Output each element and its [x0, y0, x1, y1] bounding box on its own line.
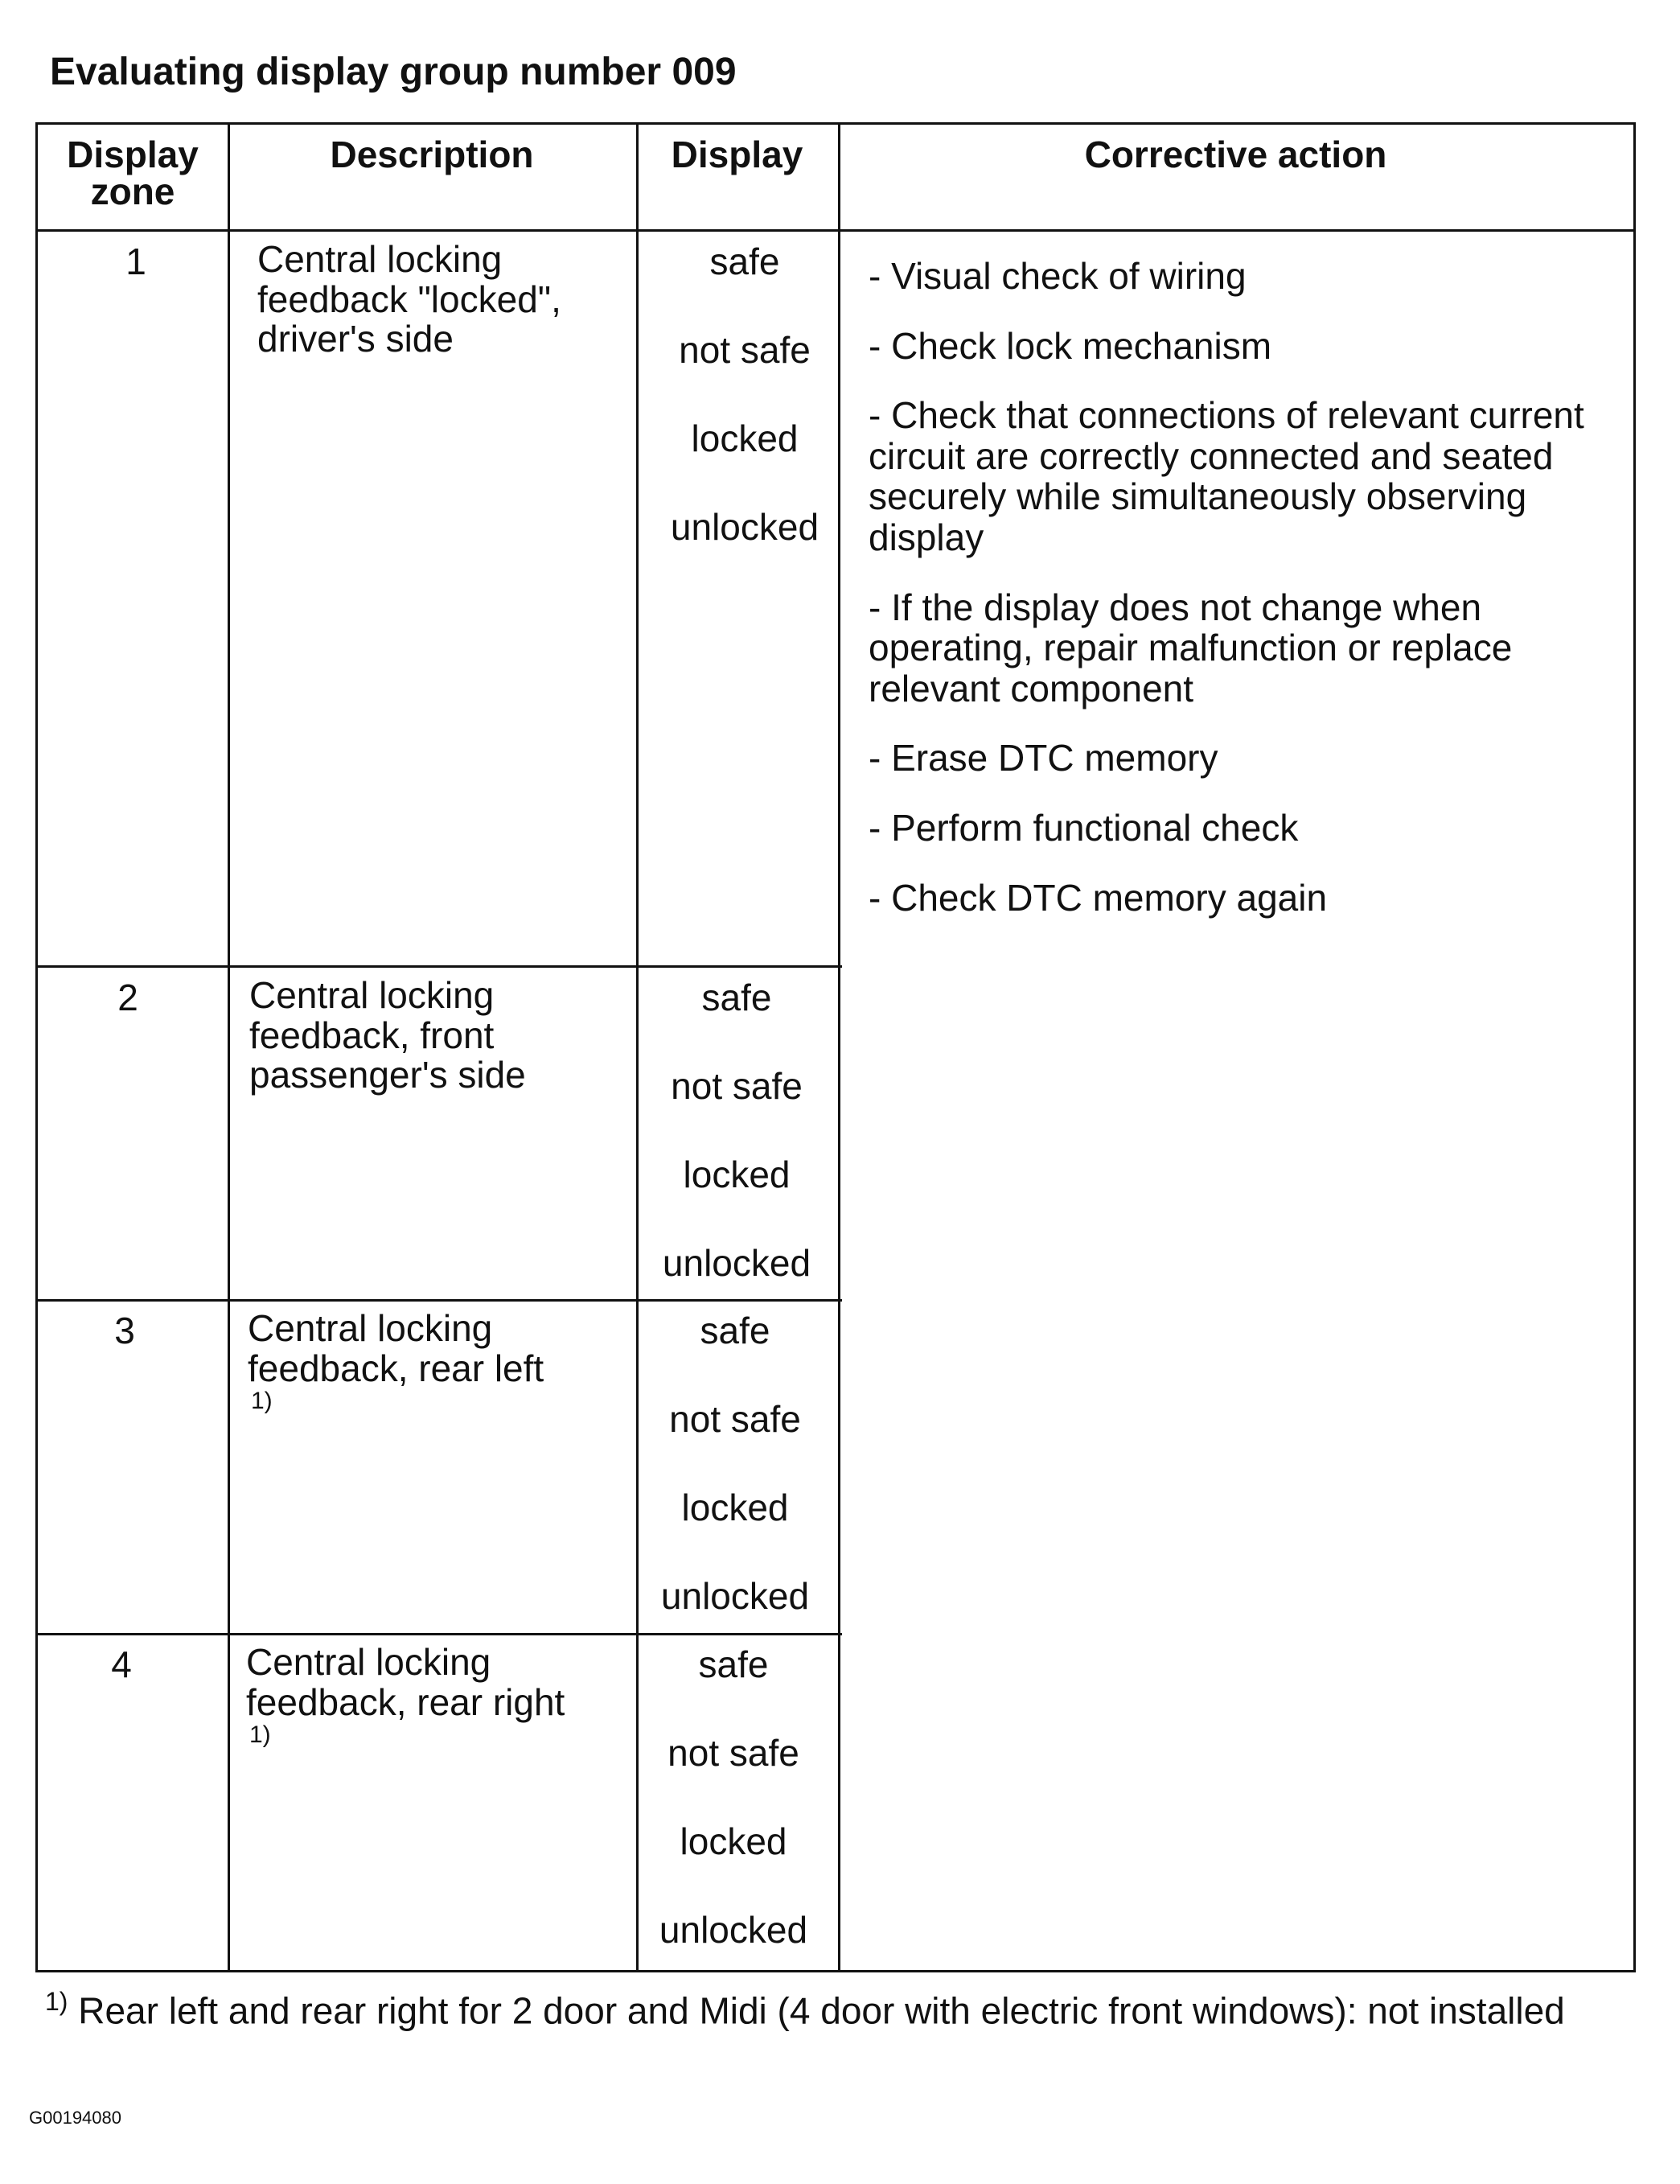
display-values — [637, 1643, 830, 1997]
row-divider-1 — [38, 965, 842, 968]
display-value: not safe — [669, 1398, 801, 1440]
footnote-marker: 1) — [249, 1721, 271, 1749]
display-value: unlocked — [662, 1242, 811, 1284]
header-zone-line2: zone — [90, 171, 175, 212]
corrective-action-item: - Perform functional check — [869, 806, 1299, 849]
display-value: safe — [700, 1310, 770, 1351]
header-display: Display — [671, 134, 803, 175]
display-values — [648, 240, 841, 594]
display-values — [639, 1309, 832, 1663]
display-value: not safe — [667, 1732, 799, 1774]
corrective-action-item: - Erase DTC memory — [869, 737, 1218, 779]
corrective-action-item: - Visual check of wiring — [869, 255, 1247, 297]
footnote-marker: 1) — [251, 1388, 273, 1415]
zone-description — [248, 1309, 618, 1415]
display-value: safe — [698, 1643, 769, 1685]
description-text: Central locking feedback, rear left — [248, 1307, 544, 1389]
header-divider — [38, 229, 1633, 232]
display-value: locked — [681, 1487, 789, 1528]
display-value: not safe — [679, 329, 811, 371]
display-value: locked — [680, 1820, 787, 1862]
zone-number: 3 — [114, 1310, 135, 1351]
page-title: Evaluating display group number 009 — [50, 51, 737, 93]
display-value: unlocked — [659, 1909, 808, 1951]
description-text: Central locking feedback, front passenger's side — [249, 974, 526, 1096]
zone-number: 2 — [117, 977, 138, 1018]
corrective-action-item: - Check that connections of relevant current circuit are correctly connected and seated securely while simultaneously observing display — [869, 394, 1584, 558]
display-values — [640, 976, 833, 1330]
zone-description — [249, 976, 619, 1096]
corrective-action-item: - Check lock mechanism — [869, 324, 1272, 367]
description-text: Central locking feedback "locked", driver's side — [257, 238, 561, 360]
header-description: Description — [330, 134, 534, 175]
zone-description — [257, 240, 627, 360]
display-value: unlocked — [660, 1575, 810, 1617]
display-value: safe — [709, 241, 780, 282]
description-text: Central locking feedback, rear right — [246, 1641, 565, 1723]
zone-description — [246, 1643, 616, 1749]
footnote-marker: 1) — [45, 1987, 68, 2016]
footnote-text: Rear left and rear right for 2 door and Midi (4 door with electric front windows): not installed — [68, 1989, 1565, 2032]
corrective-action-item: - If the display does not change when operating, repair malfunction or replace relevant component — [869, 586, 1513, 709]
header-zone-line1: Display — [67, 134, 199, 175]
header-display-zone — [38, 136, 228, 210]
zone-number: 4 — [111, 1643, 132, 1685]
display-value: locked — [683, 1154, 791, 1195]
display-value: unlocked — [670, 506, 819, 548]
footnote — [45, 1987, 1621, 2032]
figure-code: G00194080 — [29, 2108, 121, 2128]
header-corrective-action: Corrective action — [1084, 134, 1387, 175]
corrective-action-list — [869, 256, 1625, 947]
col-divider-1 — [228, 125, 230, 1970]
corrective-action-item: - Check DTC memory again — [869, 876, 1328, 919]
display-value: safe — [701, 977, 772, 1018]
zone-number: 1 — [125, 241, 146, 282]
display-value: not safe — [671, 1065, 803, 1107]
display-value: locked — [691, 417, 799, 459]
